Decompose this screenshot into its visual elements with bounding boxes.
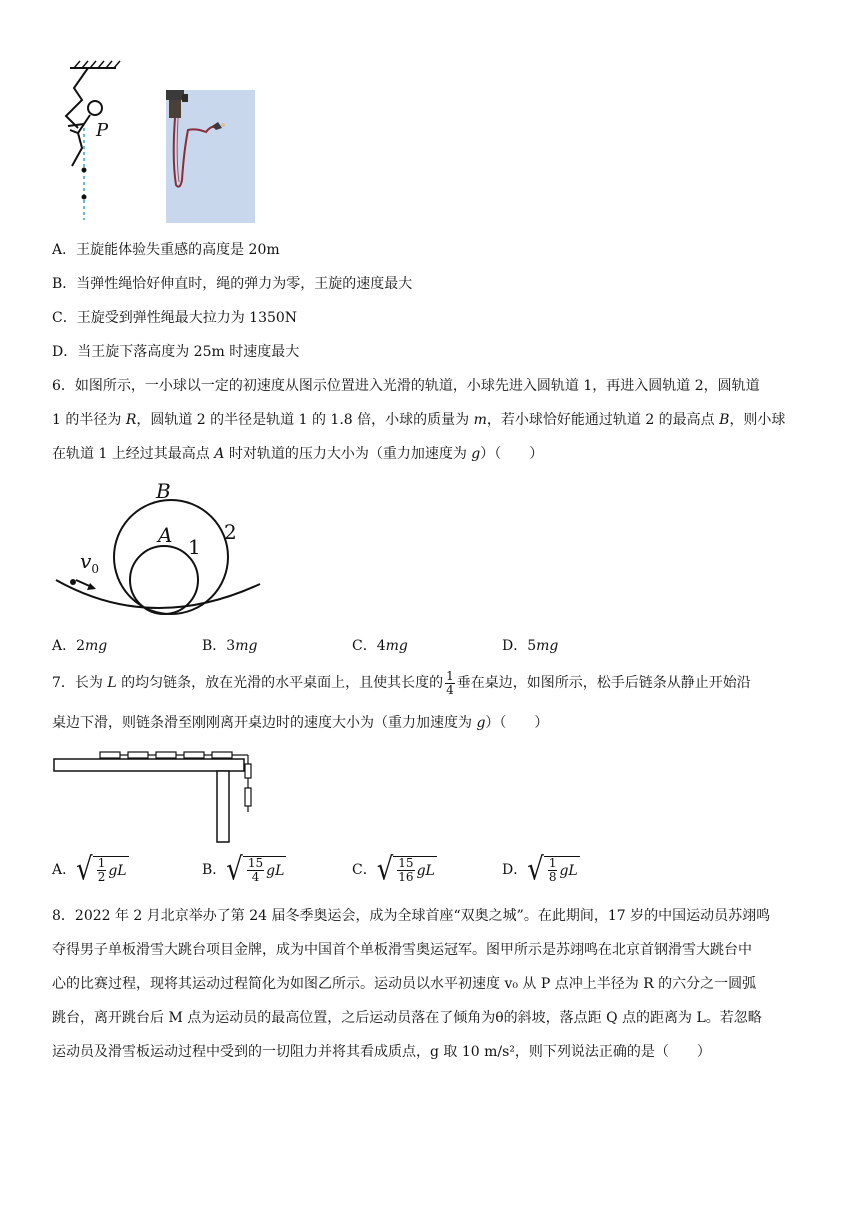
q7-option-d: D． √ $\frac{1}{8}$ gL <box>502 852 578 888</box>
point-p-label: P <box>96 120 109 141</box>
q6-option-a: A．2mg <box>52 638 108 654</box>
q7-option-a: A． √ $\frac{1}{2}$ gL <box>52 852 127 888</box>
q6-stem-line2: 1 的半径为 R，圆轨道 2 的半径是轨道 1 的 1.8 倍，小球的质量为 m，若小球恰好能通过轨道 2 的最高点 B，则小球 <box>52 412 786 428</box>
loop-track-figure <box>52 476 264 616</box>
q7-stem-line2: 桌边下滑，则链条滑至刚刚离开桌边时的速度大小为（重力加速度为 g）（ ） <box>52 715 549 731</box>
chain-table-figure <box>52 744 264 844</box>
fraction-one-quarter: $\frac{1}{4}$ <box>446 668 454 697</box>
q7-stem-line1: 7．长为 L 的均匀链条，放在光滑的水平桌面上，且使其长度的 $\frac{1}{4}$ 垂在桌边，如图所示，松手后链条从静止开始沿 <box>52 668 751 697</box>
label-v0: $v_0$ <box>80 549 99 576</box>
q6-stem-line1: 6．如图所示，一小球以一定的初速度从图示位置进入光滑的轨道，小球先进入圆轨道 1，再进入圆轨道 2，圆轨道 <box>52 378 760 394</box>
q7-option-b: B． √ $\frac{15}{4}$ gL <box>202 852 285 888</box>
q8-stem-line1: 8．2022 年 2 月北京举办了第 24 届冬季奥运会，成为全球首座“双奥之城”。在此期间，17 岁的中国运动员苏翊鸣 <box>52 908 771 924</box>
q8-stem-line3: 心的比赛过程，现将其运动过程简化为如图乙所示。运动员以水平初速度 v₀ 从 P 点冲上半径为 R 的六分之一圆弧 <box>52 976 757 992</box>
q5-option-c: C．王旋受到弹性绳最大拉力为 1350N <box>52 310 298 326</box>
q8-stem-line4: 跳台，离开跳台后 M 点为运动员的最高位置，之后运动员落在了倾角为θ的斜坡，落点距 Q 点的距离为 L。若忽略 <box>52 1010 762 1026</box>
label-a: A <box>158 523 173 547</box>
bungee-photo-drawing <box>166 90 255 223</box>
q5-option-b: B．当弹性绳恰好伸直时，绳的弹力为零，王旋的速度最大 <box>52 276 413 292</box>
q7-option-c: C． √ $\frac{15}{16}$ gL <box>352 852 435 888</box>
label-track-1: 1 <box>188 535 201 559</box>
label-b: B <box>156 479 171 503</box>
q6-stem-line3: 在轨道 1 上经过其最高点 A 时对轨道的压力大小为（重力加速度为 g）（ ） <box>52 446 544 462</box>
q5-option-d: D．当王旋下落高度为 25m 时速度最大 <box>52 344 300 360</box>
q8-stem-line2: 夺得男子单板滑雪大跳台项目金牌，成为中国首个单板滑雪奥运冠军。图甲所示是苏翊鸣在北京首钢滑雪大跳台中 <box>52 942 752 958</box>
label-track-2: 2 <box>224 520 237 544</box>
q8-stem-line5: 运动员及滑雪板运动过程中受到的一切阻力并将其看成质点，g 取 10 m/s²，则下列说法正确的是（ ） <box>52 1044 711 1060</box>
q6-option-b: B．3mg <box>202 638 258 654</box>
bungee-photo <box>166 90 255 223</box>
q6-option-c: C．4mg <box>352 638 408 654</box>
bungee-schematic-figure <box>52 58 124 223</box>
q6-option-d: D．5mg <box>502 638 559 654</box>
q5-option-a: A．王旋能体验失重感的高度是 20m <box>52 242 280 258</box>
